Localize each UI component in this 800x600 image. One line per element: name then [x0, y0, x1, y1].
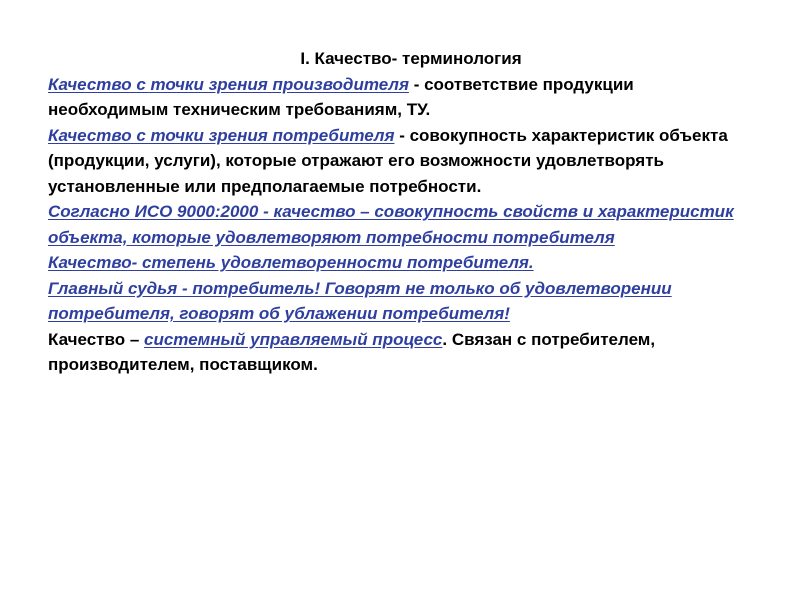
consumer-judge-statement: [48, 276, 758, 327]
consumer-judge-text: Главный судья - потребитель! Говорят не только об удовлетворении потребителя, говорят об ублажении потребителя!: [48, 278, 672, 323]
definition-satisfaction: [48, 250, 758, 276]
process-lead-text: Качество –: [48, 329, 145, 349]
definition-producer: [48, 72, 758, 123]
iso-definition-text: Согласно ИСО 9000:2000 - качество – совокупность свойств и характеристик объекта, которые удовлетворяют потребности потребителя: [48, 202, 734, 247]
definition-consumer: [48, 123, 758, 200]
process-rest-text: . Связан с потребителем, производителем, поставщиком.: [48, 329, 656, 374]
term-consumer-quality: Качество с точки зрения потребителя: [48, 125, 395, 145]
definition-consumer-text: - совокупность характеристик объекта (продукции, услуги), которые отражают его возможности удовлетворять установленные или предполагаемые потребности.: [48, 125, 728, 196]
definition-iso: [48, 199, 758, 250]
term-producer-quality: Качество с точки зрения производителя: [48, 74, 409, 94]
slide-title: I. Качество- терминология: [300, 49, 522, 68]
definition-process: [48, 327, 758, 378]
slide-content: [48, 46, 758, 378]
term-systemic-process: системный управляемый процесс: [144, 329, 443, 349]
definition-producer-text: - соответствие продукции необходимым техническим требованиям, ТУ.: [48, 74, 634, 119]
satisfaction-definition-text: Качество- степень удовлетворенности потребителя.: [48, 253, 534, 272]
